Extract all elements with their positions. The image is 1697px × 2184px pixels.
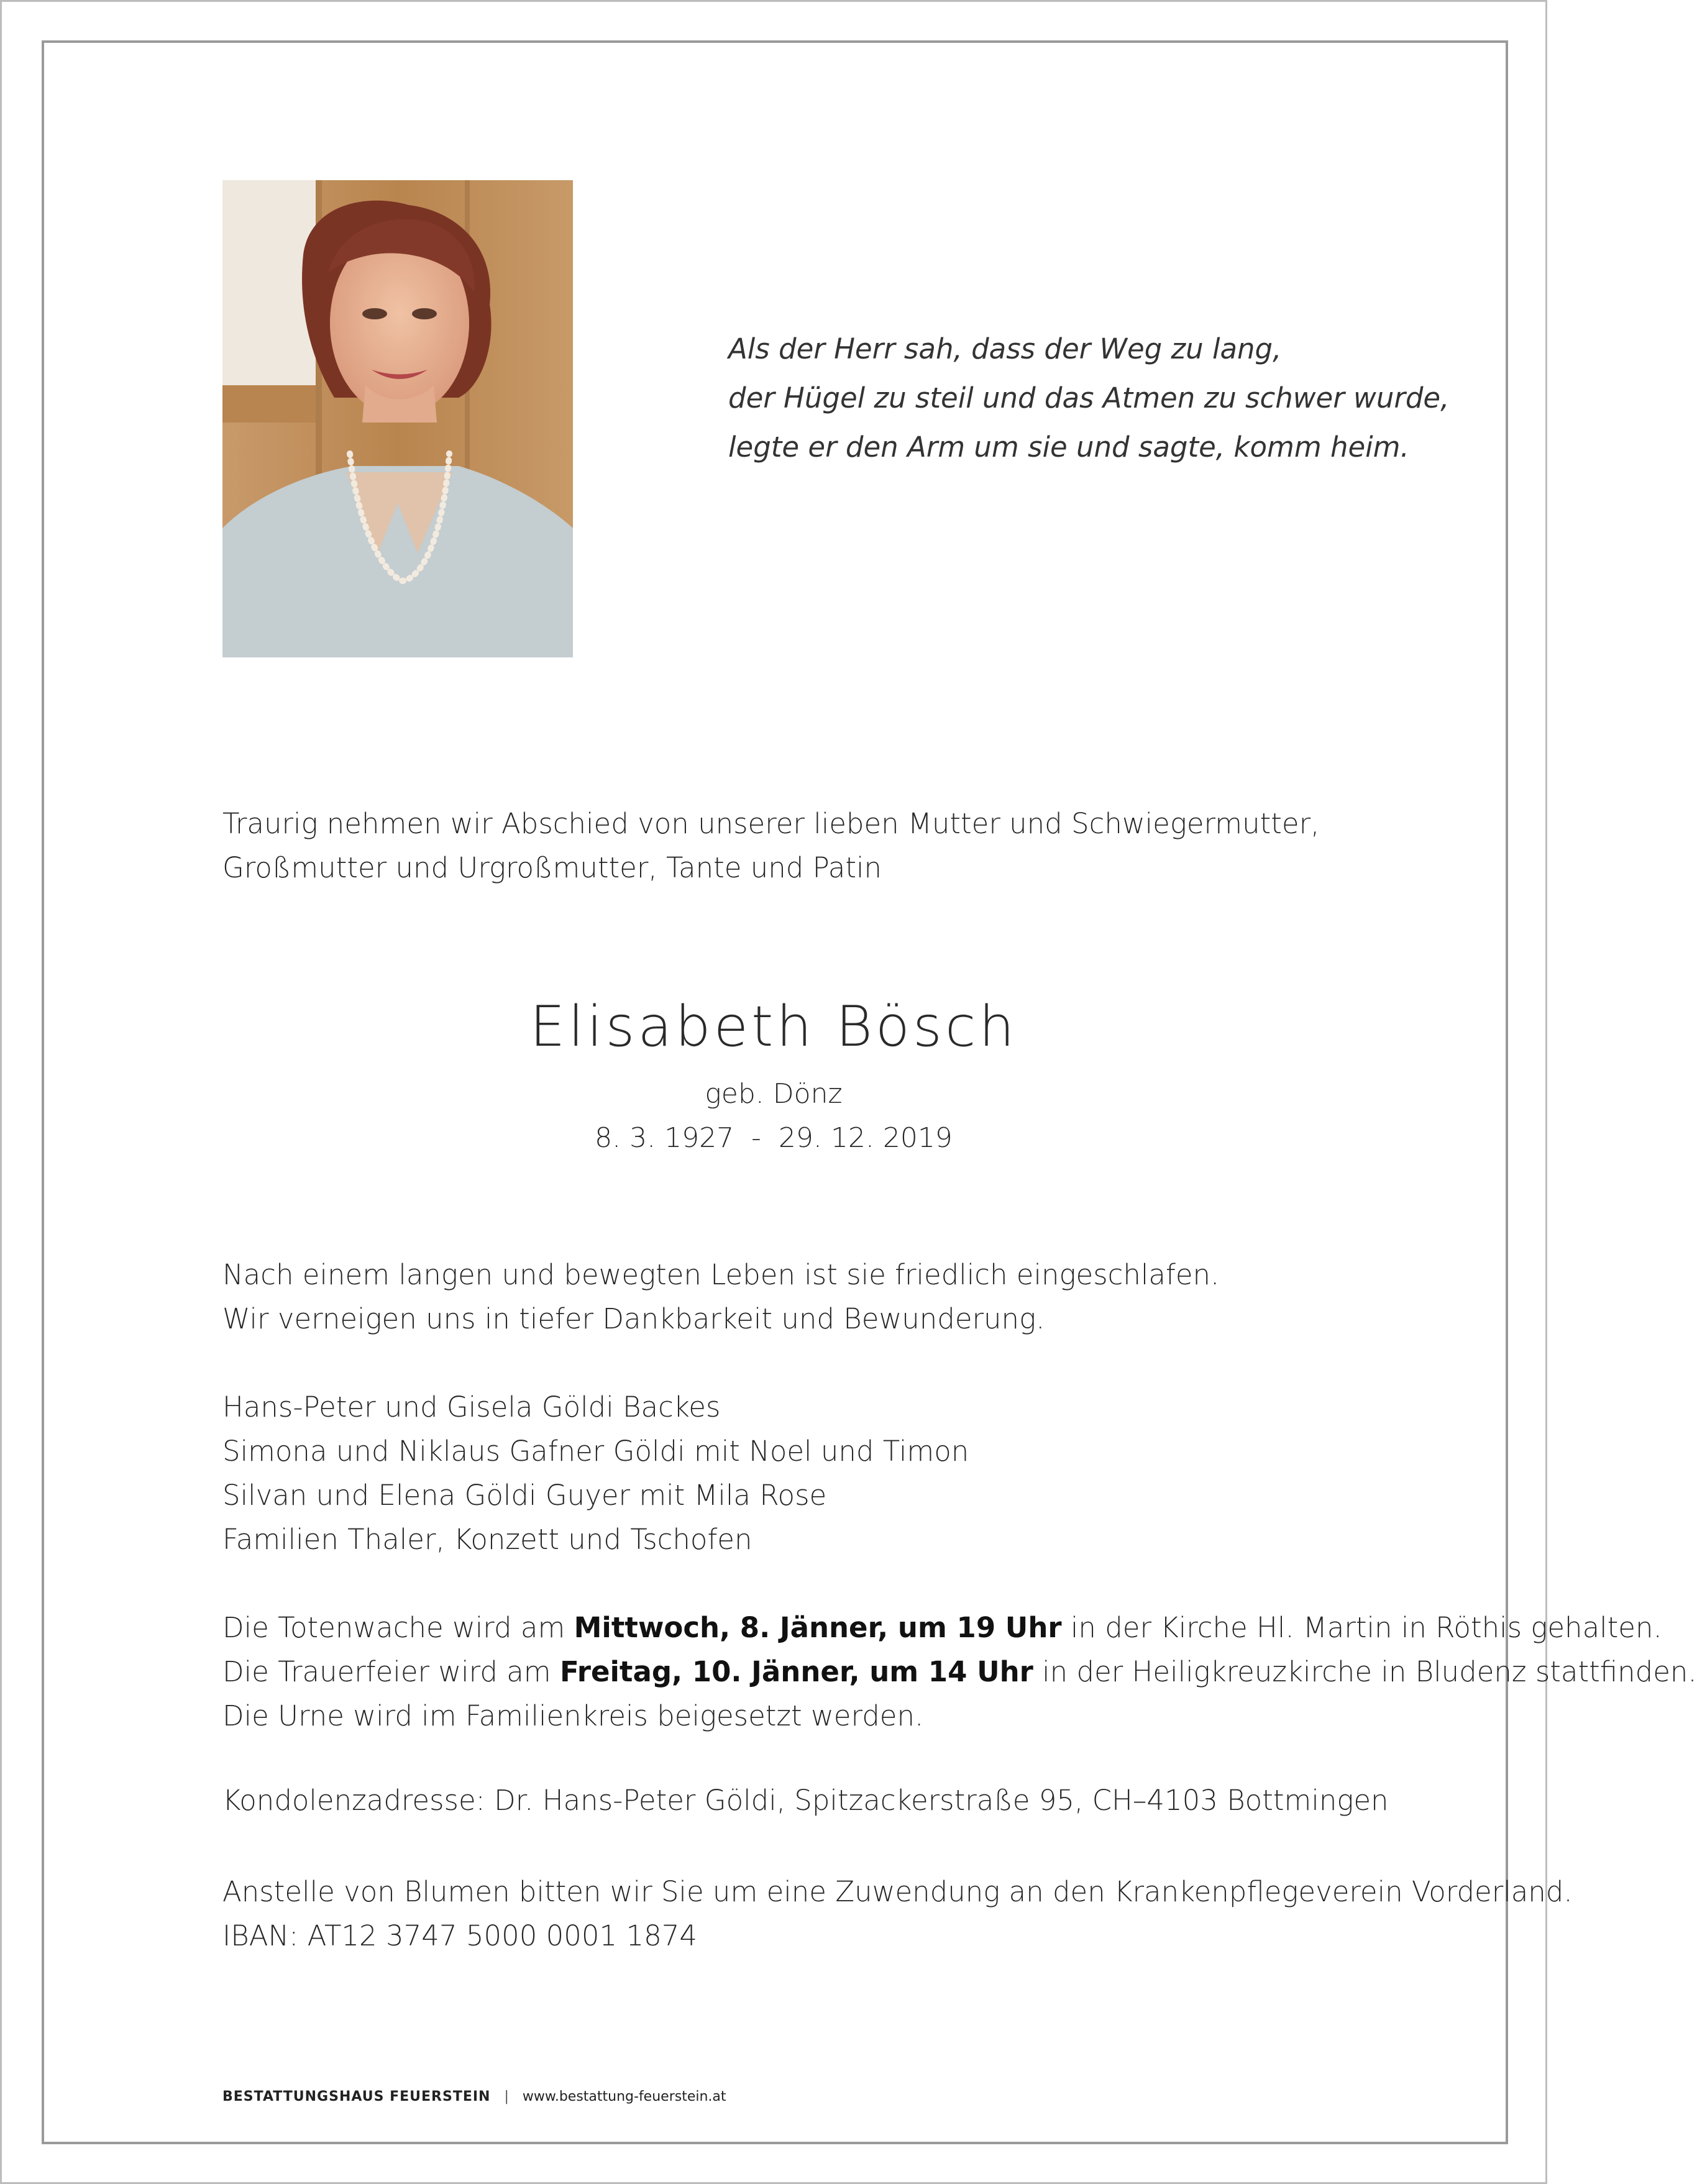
born-name: geb. Dönz [705,1078,843,1110]
wake-location: in der Kirche Hl. Martin in Röthis gehalten. [1061,1611,1662,1644]
deceased-name: Elisabeth Bösch [529,994,1018,1059]
ceremony-paragraph [222,1606,1697,1738]
life-paragraph [222,1253,1219,1341]
funeral-location: in der Heiligkreuzkirche in Bludenz stattfinden. [1033,1655,1697,1688]
footer-website: www.bestattung-feuerstein.at [522,2089,726,2104]
urn-line: Die Urne wird im Familienkreis beigesetzt werden. [222,1699,924,1732]
donation-line: Anstelle von Blumen bitten wir Sie um eine Zuwendung an den Krankenpflegeverein Vorderland. [222,1875,1573,1908]
funeral-text: Die Trauerfeier wird am [222,1655,560,1688]
funeral-line [222,1650,1697,1694]
footer-separator: | [504,2089,509,2104]
memorial-quote [728,324,1449,472]
mourner-line: Familien Thaler, Konzett und Tschofen [222,1523,752,1556]
wake-date: Mittwoch, 8. Jänner, um 19 Uhr [574,1611,1062,1644]
mourners-list [222,1385,969,1561]
condolence-address: Kondolenzadresse: Dr. Hans-Peter Göldi, Spitzackerstraße 95, CH–4103 Bottmingen [222,1784,1389,1817]
footer [222,2089,726,2104]
wake-line [222,1606,1697,1650]
portrait-photo [222,180,573,657]
wake-text: Die Totenwache wird am [222,1611,574,1644]
life-dates: 8. 3. 1927 - 29. 12. 2019 [595,1122,953,1154]
quote-line: der Hügel zu steil und das Atmen zu schwer wurde, [728,382,1450,414]
mourner-line: Hans-Peter und Gisela Göldi Backes [222,1391,721,1423]
footer-firm: BESTATTUNGSHAUS FEUERSTEIN [222,2089,491,2104]
donation-paragraph [222,1870,1573,1958]
mourner-line: Simona und Niklaus Gafner Göldi mit Noel und Timon [222,1435,969,1468]
iban-line: IBAN: AT12 3747 5000 0001 1874 [222,1919,697,1952]
mourner-line: Silvan und Elena Göldi Guyer mit Mila Rose [222,1479,827,1512]
funeral-date: Freitag, 10. Jänner, um 14 Uhr [559,1655,1033,1688]
quote-line: legte er den Arm um sie und sagte, komm heim. [728,431,1409,464]
text-line: Nach einem langen und bewegten Leben ist sie friedlich eingeschlafen. [222,1258,1220,1291]
text-line: Wir verneigen uns in tiefer Dankbarkeit und Bewunderung. [222,1302,1045,1335]
quote-line: Als der Herr sah, dass der Weg zu lang, [728,332,1282,365]
intro-text: Traurig nehmen wir Abschied von unserer lieben Mutter und Schwiegermutter, Großmutter und Urgroßmutter, Tante und Patin [222,807,1320,884]
